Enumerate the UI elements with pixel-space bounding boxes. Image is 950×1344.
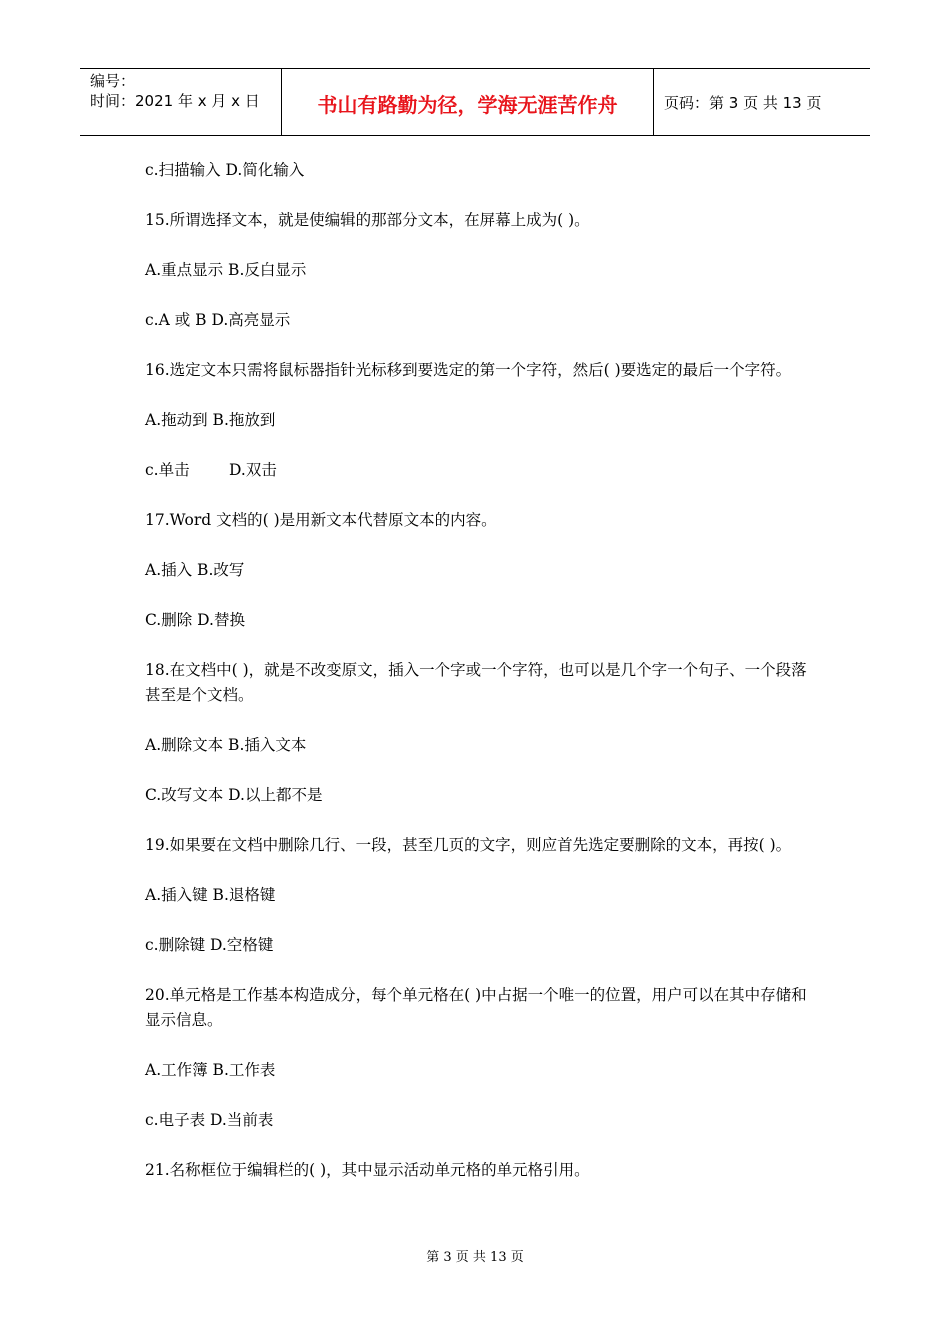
options: C.改写文本 D.以上都不是 bbox=[145, 786, 323, 804]
header-motto: 书山有路勤为径，学海无涯苦作舟 bbox=[282, 69, 654, 135]
options: A.插入键 B.退格键 bbox=[145, 886, 276, 904]
options: A.拖动到 B.拖放到 bbox=[145, 411, 276, 429]
options: A.工作簿 B.工作表 bbox=[145, 1061, 276, 1079]
options: c.电子表 D.当前表 bbox=[145, 1111, 274, 1129]
options: A.插入 B.改写 bbox=[145, 561, 245, 579]
question: 21.名称框位于编辑栏的( )，其中显示活动单元格的单元格引用。 bbox=[145, 1161, 590, 1179]
page-header bbox=[80, 68, 870, 136]
date-label: 时间：2021 年 x 月 x 日 bbox=[90, 92, 260, 110]
options: C.删除 D.替换 bbox=[145, 611, 245, 629]
question: 20.单元格是工作基本构造成分，每个单元格在( )中占据一个唯一的位置，用户可以在其中存储和显示信息。 bbox=[145, 986, 807, 1029]
question: 18.在文档中( )，就是不改变原文，插入一个字或一个字符，也可以是几个字一个句子、一个段落甚至是个文档。 bbox=[145, 661, 807, 704]
question: 15.所谓选择文本，就是使编辑的那部分文本，在屏幕上成为( )。 bbox=[145, 211, 590, 229]
question: 17.Word 文档的( )是用新文本代替原文本的内容。 bbox=[145, 511, 497, 529]
options: A.重点显示 B.反白显示 bbox=[145, 261, 307, 279]
options: c.删除键 D.空格键 bbox=[145, 936, 274, 954]
options: c.A 或 B D.高亮显示 bbox=[145, 311, 291, 329]
question: 19.如果要在文档中删除几行、一段，甚至几页的文字，则应首先选定要删除的文本，再按( )。 bbox=[145, 836, 792, 854]
document-body bbox=[145, 158, 810, 1208]
paragraph: c.扫描输入 D.简化输入 bbox=[145, 161, 305, 179]
page-footer: 第 3 页 共 13 页 bbox=[426, 1250, 524, 1265]
serial-number-label: 编号： bbox=[90, 72, 136, 90]
options: A.删除文本 B.插入文本 bbox=[145, 736, 307, 754]
question: 16.选定文本只需将鼠标器指针光标移到要选定的第一个字符，然后( )要选定的最后一个字符。 bbox=[145, 361, 792, 379]
header-page-info: 页码：第 3 页 共 13 页 bbox=[664, 93, 822, 112]
options: c.单击 D.双击 bbox=[145, 461, 277, 479]
header-meta bbox=[80, 69, 282, 135]
